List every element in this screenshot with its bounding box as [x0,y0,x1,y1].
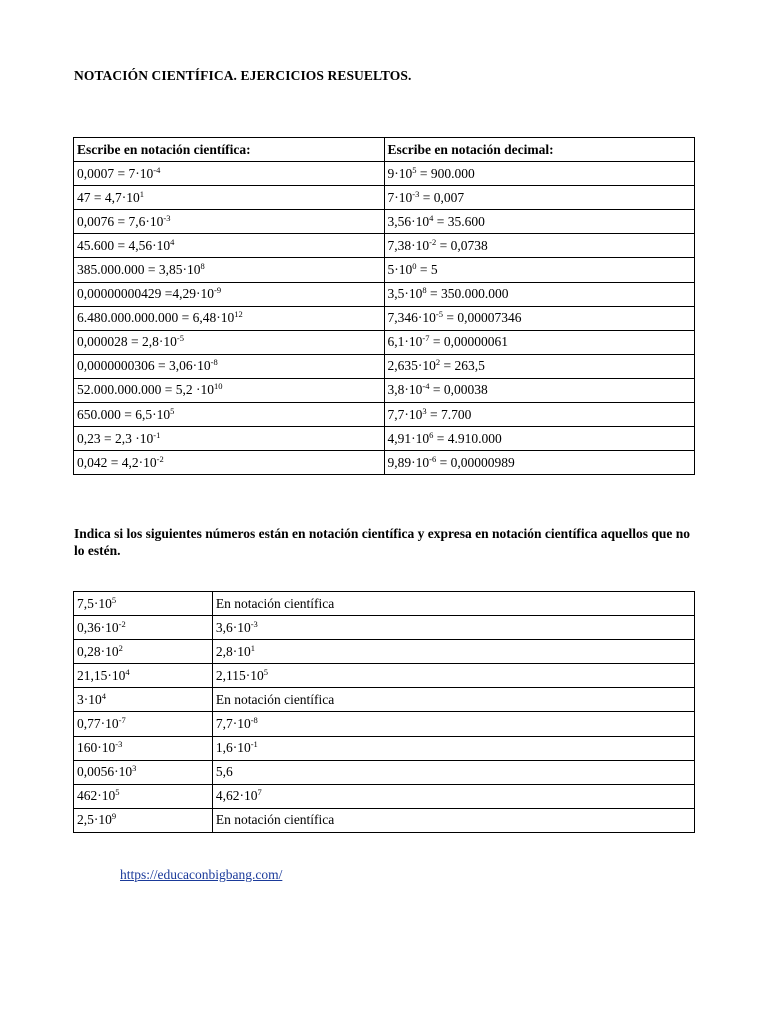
table-cell: En notación científica [212,808,694,832]
table-cell: $5\cdot 10^0 = 5$ [384,258,694,282]
table-row [74,808,695,832]
table-cell: $0,0007 = 7\cdot 10^{-4}$ [74,162,385,186]
table-cell: $0,23 = 2,3 \cdot 10^{-1}$ [74,427,385,451]
table-cell: $0,28\cdot 10^2$ [74,640,213,664]
table-cell: $7,38\cdot 10^{-2} = 0,0738$ [384,234,694,258]
table-cell: $47 = 4,7\cdot 10^1$ [74,186,385,210]
table-row [74,688,695,712]
table-cell: $160\cdot 10^{-3}$ [74,736,213,760]
table-cell: $0,36\cdot 10^{-2}$ [74,616,213,640]
table-row [74,736,695,760]
table-cell: $6,1\cdot 10^{-7} = 0,00000061$ [384,330,694,354]
table-cell: 5,6 [212,760,694,784]
table-row [74,664,695,688]
table-cell: $0,00000000429 =4,29\cdot 10^{-9}$ [74,282,385,306]
table-cell: $650.000 = 6,5\cdot 10^5$ [74,403,385,427]
table-cell: $0,0076 = 7,6\cdot 10^{-3}$ [74,210,385,234]
table-cell: $7\cdot 10^{-3} = 0,007$ [384,186,694,210]
table-cell: $7,5\cdot 10^5$ [74,592,213,616]
table-cell: $2,5\cdot 10^9$ [74,808,213,832]
table-cell: $3,6\cdot 10^{-3}$ [212,616,694,640]
table-cell: $7,7\cdot 10^{-8}$ [212,712,694,736]
table-cell: $1,6\cdot 10^{-1}$ [212,736,694,760]
table-cell: $385.000.000 = 3,85\cdot 10^8$ [74,258,385,282]
table-cell: $3\cdot 10^4$ [74,688,213,712]
table-row [74,234,695,258]
table-cell: $2,635\cdot 10^2 = 263,5$ [384,354,694,378]
table-header-row [74,138,695,162]
table-row [74,592,695,616]
table-cell: $6.480.000.000.000 = 6,48\cdot 10^{12}$ [74,306,385,330]
table-cell: $4,91\cdot 10^6 = 4.910.000$ [384,427,694,451]
table-row [74,712,695,736]
check-notation-table [73,591,695,833]
table-row [74,378,695,402]
table-cell: $3,5\cdot 10^8 = 350.000.000$ [384,282,694,306]
table-cell: $0,0000000306 = 3,06\cdot 10^{-8}$ [74,354,385,378]
scientific-notation-table [73,137,695,475]
table-row [74,616,695,640]
table-cell: $9,89\cdot 10^{-6} = 0,00000989$ [384,451,694,475]
table-cell: $0,000028 = 2,8\cdot 10^{-5}$ [74,330,385,354]
table-cell: En notación científica [212,592,694,616]
table-row [74,258,695,282]
table-row [74,282,695,306]
table-row [74,784,695,808]
table-cell: $7,346\cdot 10^{-5} = 0,00007346$ [384,306,694,330]
table-row [74,427,695,451]
table-row [74,186,695,210]
column-header: Escribe en notación decimal: [384,138,694,162]
table-cell: $462\cdot 10^5$ [74,784,213,808]
table-cell: $0,0056\cdot 10^3$ [74,760,213,784]
page-title: NOTACIÓN CIENTÍFICA. EJERCICIOS RESUELTOS. [74,68,412,83]
table-row [74,354,695,378]
table-cell: $2,115\cdot 10^5$ [212,664,694,688]
table-row [74,760,695,784]
table-cell: $0,042 = 4,2\cdot 10^{-2}$ [74,451,385,475]
table-row [74,403,695,427]
table-cell: $21,15\cdot 10^4$ [74,664,213,688]
table-cell: $2,8\cdot 10^1$ [212,640,694,664]
table-row [74,210,695,234]
table-cell: $3,8\cdot 10^{-4} = 0,00038$ [384,378,694,402]
table-cell: $3,56\cdot 10^4 = 35.600$ [384,210,694,234]
table-cell: $45.600 = 4,56\cdot 10^4$ [74,234,385,258]
table-cell: $0,77\cdot 10^{-7}$ [74,712,213,736]
exercise-instruction: Indica si los siguientes números están en notación científica y expresa en notación científica aquellos que no lo estén. [74,526,691,558]
table-row [74,330,695,354]
table-row [74,162,695,186]
source-link[interactable]: https://educaconbigbang.com/ [120,867,283,882]
table-row [74,451,695,475]
column-header: Escribe en notación científica: [74,138,385,162]
table-row [74,640,695,664]
table-cell: $7,7\cdot 10^3 = 7.700$ [384,403,694,427]
table-cell: $4,62\cdot 10^7$ [212,784,694,808]
table-cell: En notación científica [212,688,694,712]
table-cell: $52.000.000.000 = 5,2 \cdot 10^{10}$ [74,378,385,402]
table-cell: $9\cdot 10^5 = 900.000$ [384,162,694,186]
table-row [74,306,695,330]
